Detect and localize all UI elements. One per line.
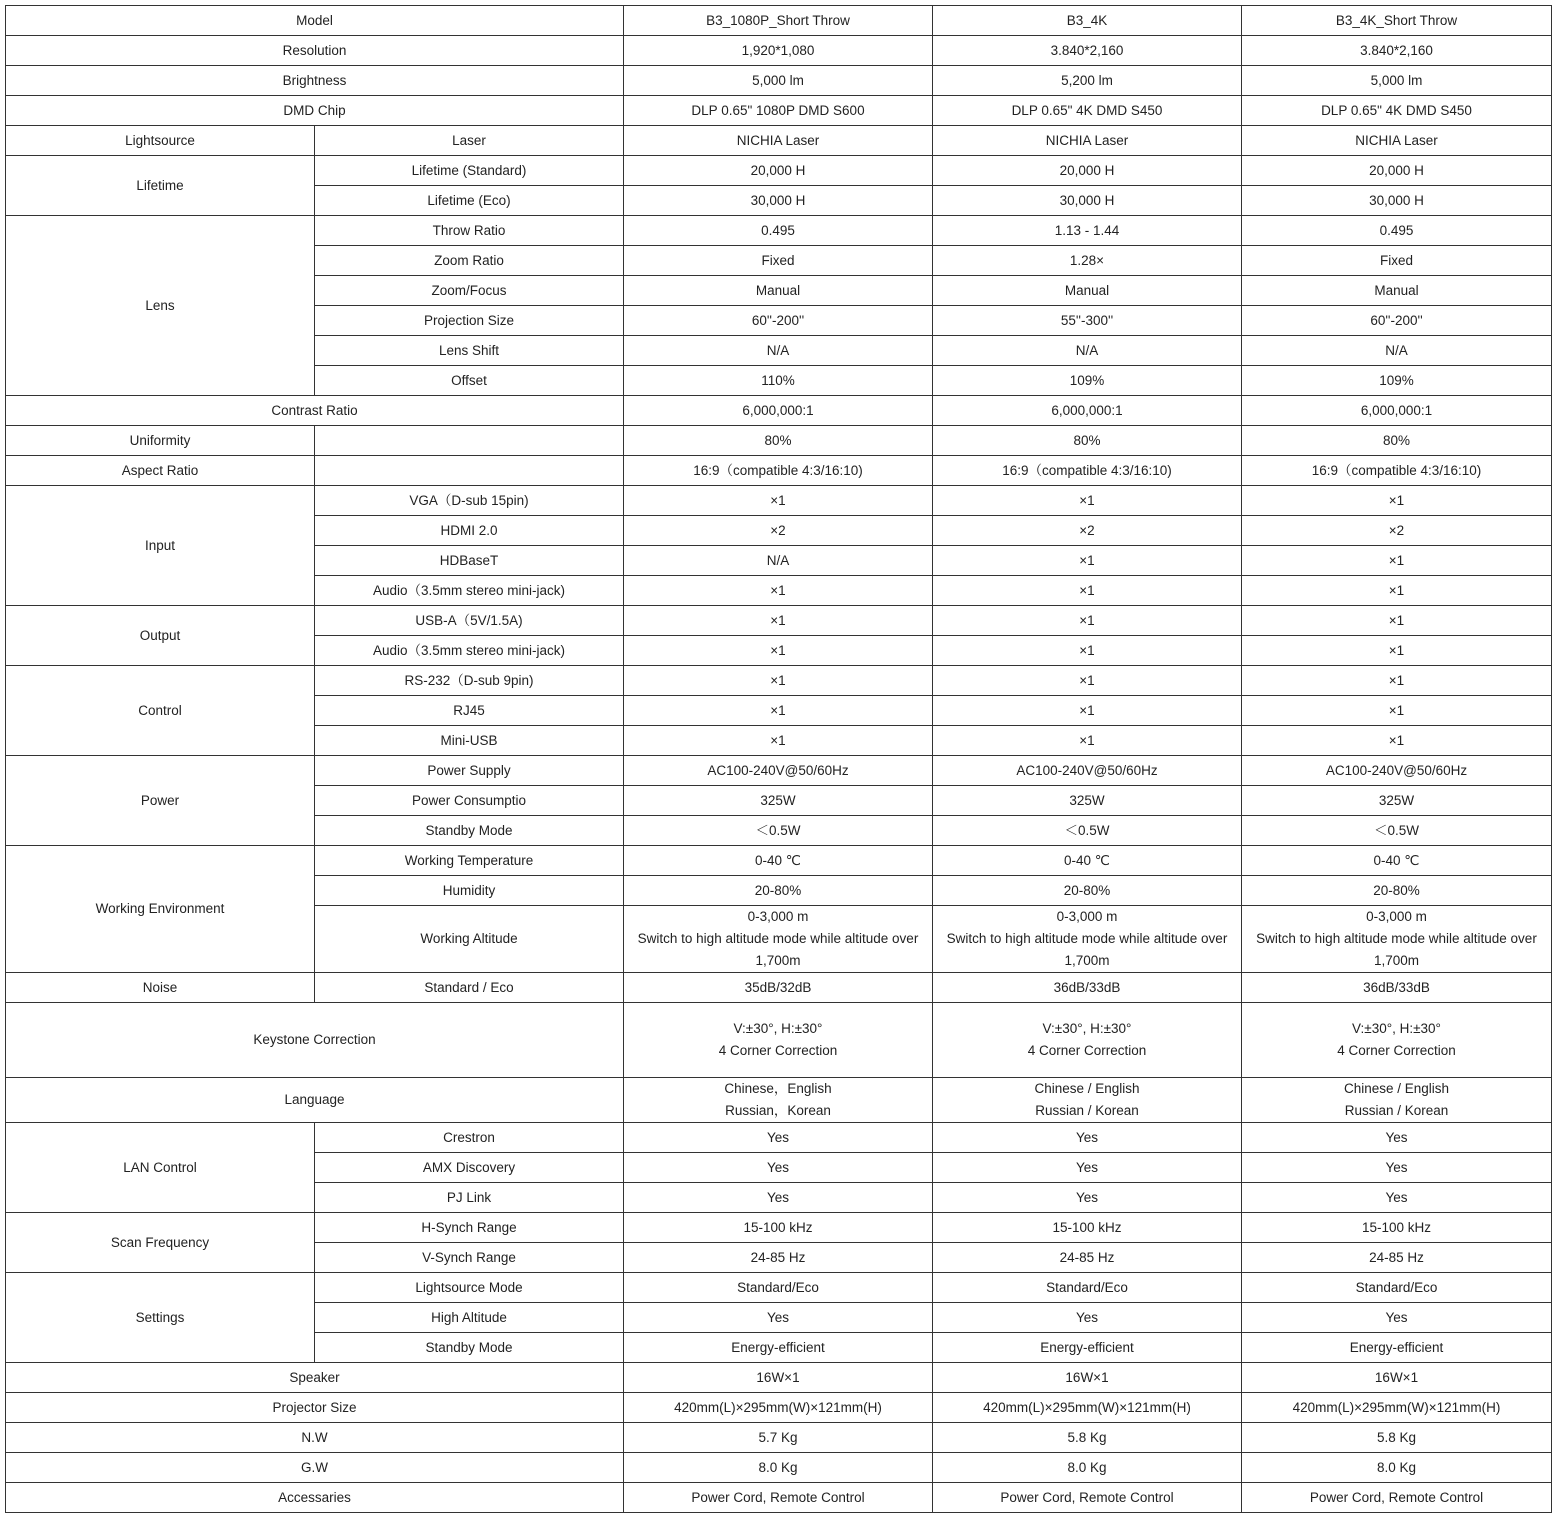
cell-value: Yes — [933, 1153, 1242, 1183]
cell-value: 8.0 Kg — [624, 1453, 933, 1483]
row-group-label: Accessaries — [6, 1483, 624, 1513]
cell-value: Energy-efficient — [933, 1333, 1242, 1363]
cell-value: DLP 0.65" 4K DMD S450 — [1242, 96, 1552, 126]
row-group-label: Settings — [6, 1273, 315, 1363]
cell-value: 60''-200'' — [1242, 306, 1552, 336]
row-sub-label: VGA（D-sub 15pin) — [315, 486, 624, 516]
cell-value: ×1 — [933, 636, 1242, 666]
spec-table — [5, 5, 1552, 1513]
cell-value: 20,000 H — [933, 156, 1242, 186]
table-row — [6, 96, 1552, 126]
cell-value: AC100-240V@50/60Hz — [933, 756, 1242, 786]
row-sub-label — [315, 456, 624, 486]
cell-value: ×1 — [624, 606, 933, 636]
cell-value — [933, 1078, 1242, 1123]
row-group-label: Lens — [6, 216, 315, 396]
cell-line: 4 Corner Correction — [1027, 1043, 1147, 1058]
cell-value: 30,000 H — [933, 186, 1242, 216]
cell-value: 16W×1 — [1242, 1363, 1552, 1393]
cell-value: Energy-efficient — [1242, 1333, 1552, 1363]
cell-line: V:±30°, H:±30° — [1042, 1021, 1132, 1036]
cell-value: Manual — [1242, 276, 1552, 306]
cell-line: Switch to high altitude mode while altitude over — [637, 931, 919, 946]
cell-value: Yes — [1242, 1153, 1552, 1183]
cell-value: Fixed — [624, 246, 933, 276]
cell-value — [1242, 906, 1552, 973]
cell-value: 15-100 kHz — [933, 1213, 1242, 1243]
cell-line: 1,700m — [1373, 953, 1420, 968]
row-group-label: Brightness — [6, 66, 624, 96]
table-row — [6, 1213, 1552, 1243]
row-group-label: Projector Size — [6, 1393, 624, 1423]
table-row — [6, 156, 1552, 186]
cell-line: 1,700m — [1064, 953, 1110, 968]
row-sub-label: Humidity — [315, 876, 624, 906]
cell-line: V:±30°, H:±30° — [1352, 1021, 1441, 1036]
cell-value: ×1 — [624, 666, 933, 696]
cell-line: Russian / Korean — [1035, 1103, 1139, 1118]
row-sub-label: Zoom/Focus — [315, 276, 624, 306]
cell-value: DLP 0.65" 1080P DMD S600 — [624, 96, 933, 126]
cell-value: 16W×1 — [624, 1363, 933, 1393]
cell-value: 8.0 Kg — [1242, 1453, 1552, 1483]
row-group-label: Speaker — [6, 1363, 624, 1393]
row-sub-label: H-Synch Range — [315, 1213, 624, 1243]
cell-value: Manual — [933, 276, 1242, 306]
cell-value: DLP 0.65" 4K DMD S450 — [933, 96, 1242, 126]
table-row — [6, 1273, 1552, 1303]
model-name: B3_4K_Short Throw — [1242, 6, 1552, 36]
row-sub-label: Standby Mode — [315, 816, 624, 846]
row-group-label: Power — [6, 756, 315, 846]
cell-value: N/A — [933, 336, 1242, 366]
row-sub-label: Power Supply — [315, 756, 624, 786]
row-group-label: Language — [6, 1078, 624, 1123]
table-row — [6, 1393, 1552, 1423]
cell-value: 420mm(L)×295mm(W)×121mm(H) — [1242, 1393, 1552, 1423]
cell-value — [1242, 1003, 1552, 1078]
row-group-label: N.W — [6, 1423, 624, 1453]
cell-value: ＜0.5W — [933, 816, 1242, 846]
row-group-label: Control — [6, 666, 315, 756]
cell-value: 60''-200'' — [624, 306, 933, 336]
cell-value: 80% — [1242, 426, 1552, 456]
cell-value: ×1 — [933, 486, 1242, 516]
cell-value: Yes — [624, 1183, 933, 1213]
cell-value: 420mm(L)×295mm(W)×121mm(H) — [624, 1393, 933, 1423]
cell-value: 24-85 Hz — [624, 1243, 933, 1273]
cell-line: Switch to high altitude mode while altitude over — [1256, 931, 1537, 946]
cell-value: 30,000 H — [624, 186, 933, 216]
table-row — [6, 1423, 1552, 1453]
cell-value: Yes — [933, 1303, 1242, 1333]
cell-value — [933, 906, 1242, 973]
cell-value: Power Cord, Remote Control — [933, 1483, 1242, 1513]
row-group-label: Input — [6, 486, 315, 606]
cell-value: 420mm(L)×295mm(W)×121mm(H) — [933, 1393, 1242, 1423]
cell-value: 16:9（compatible 4:3/16:10) — [624, 456, 933, 486]
cell-line: 4 Corner Correction — [1337, 1043, 1456, 1058]
row-group-label: Keystone Correction — [6, 1003, 624, 1078]
cell-value: ×1 — [1242, 606, 1552, 636]
cell-value: ×1 — [1242, 546, 1552, 576]
cell-value: 0.495 — [624, 216, 933, 246]
cell-value: ×2 — [933, 516, 1242, 546]
cell-value: 5.8 Kg — [933, 1423, 1242, 1453]
table-row — [6, 756, 1552, 786]
row-sub-label: Standard / Eco — [315, 973, 624, 1003]
cell-value: NICHIA Laser — [1242, 126, 1552, 156]
cell-value: Power Cord, Remote Control — [1242, 1483, 1552, 1513]
table-row — [6, 36, 1552, 66]
cell-value: ＜0.5W — [1242, 816, 1552, 846]
model-label: Model — [6, 6, 624, 36]
row-sub-label: AMX Discovery — [315, 1153, 624, 1183]
cell-value: 15-100 kHz — [1242, 1213, 1552, 1243]
cell-line: Chinese / English — [1034, 1081, 1140, 1096]
table-row — [6, 486, 1552, 516]
cell-value: ×1 — [1242, 726, 1552, 756]
row-sub-label: HDMI 2.0 — [315, 516, 624, 546]
cell-value: ×1 — [933, 606, 1242, 636]
cell-value: 55''-300'' — [933, 306, 1242, 336]
row-sub-label: Audio（3.5mm stereo mini-jack) — [315, 576, 624, 606]
cell-value: 24-85 Hz — [1242, 1243, 1552, 1273]
row-group-label: Noise — [6, 973, 315, 1003]
cell-value: 5,200 lm — [933, 66, 1242, 96]
row-sub-label: High Altitude — [315, 1303, 624, 1333]
table-row — [6, 666, 1552, 696]
row-sub-label: Mini-USB — [315, 726, 624, 756]
cell-value: ×1 — [933, 726, 1242, 756]
cell-value: ×1 — [624, 726, 933, 756]
cell-value: 20-80% — [624, 876, 933, 906]
row-sub-label: Lifetime (Standard) — [315, 156, 624, 186]
cell-value: ×1 — [933, 576, 1242, 606]
cell-value — [933, 1003, 1242, 1078]
row-sub-label: Lens Shift — [315, 336, 624, 366]
cell-value: ×1 — [1242, 696, 1552, 726]
cell-value: Power Cord, Remote Control — [624, 1483, 933, 1513]
cell-value: 5,000 lm — [624, 66, 933, 96]
row-sub-label: Lightsource Mode — [315, 1273, 624, 1303]
cell-value: 1.28× — [933, 246, 1242, 276]
table-row — [6, 426, 1552, 456]
cell-value: 110% — [624, 366, 933, 396]
model-name: B3_4K — [933, 6, 1242, 36]
cell-value: NICHIA Laser — [624, 126, 933, 156]
cell-value: AC100-240V@50/60Hz — [1242, 756, 1552, 786]
cell-value: Yes — [1242, 1303, 1552, 1333]
row-group-label: Output — [6, 606, 315, 666]
cell-value: 0-40 ℃ — [624, 846, 933, 876]
cell-value: 36dB/33dB — [933, 973, 1242, 1003]
cell-line: Chinese / English — [1343, 1081, 1450, 1096]
cell-value: 0-40 ℃ — [1242, 846, 1552, 876]
row-sub-label: Laser — [315, 126, 624, 156]
cell-value — [624, 1003, 933, 1078]
cell-value: Yes — [624, 1303, 933, 1333]
cell-value: 325W — [933, 786, 1242, 816]
row-sub-label: Zoom Ratio — [315, 246, 624, 276]
row-group-label: DMD Chip — [6, 96, 624, 126]
row-group-label: Lifetime — [6, 156, 315, 216]
cell-value: 80% — [933, 426, 1242, 456]
table-row — [6, 396, 1552, 426]
row-sub-label: HDBaseT — [315, 546, 624, 576]
row-group-label: LAN Control — [6, 1123, 315, 1213]
cell-value: AC100-240V@50/60Hz — [624, 756, 933, 786]
row-sub-label: Standby Mode — [315, 1333, 624, 1363]
cell-line: 1,700m — [755, 953, 801, 968]
cell-value — [1242, 1078, 1552, 1123]
model-name: B3_1080P_Short Throw — [624, 6, 933, 36]
cell-value: Standard/Eco — [624, 1273, 933, 1303]
table-row — [6, 1123, 1552, 1153]
cell-value: ×1 — [624, 576, 933, 606]
cell-value: 6,000,000:1 — [1242, 396, 1552, 426]
cell-value: Manual — [624, 276, 933, 306]
table-row — [6, 1453, 1552, 1483]
row-sub-label: PJ Link — [315, 1183, 624, 1213]
cell-line: Russian，Korean — [725, 1103, 831, 1118]
row-sub-label: Throw Ratio — [315, 216, 624, 246]
cell-value: NICHIA Laser — [933, 126, 1242, 156]
table-row — [6, 1483, 1552, 1513]
row-group-label: Uniformity — [6, 426, 315, 456]
row-group-label: Scan Frequency — [6, 1213, 315, 1273]
cell-value: 16:9（compatible 4:3/16:10) — [933, 456, 1242, 486]
cell-line: Switch to high altitude mode while altitude over — [946, 931, 1228, 946]
cell-value: 5,000 lm — [1242, 66, 1552, 96]
cell-value: 1.13 - 1.44 — [933, 216, 1242, 246]
cell-value: ×1 — [1242, 636, 1552, 666]
cell-line: 0-3,000 m — [747, 909, 809, 924]
cell-value: Yes — [624, 1153, 933, 1183]
cell-line: 0-3,000 m — [1366, 909, 1427, 924]
cell-value — [624, 906, 933, 973]
row-group-label: Lightsource — [6, 126, 315, 156]
row-sub-label: USB-A（5V/1.5A) — [315, 606, 624, 636]
cell-value: N/A — [624, 336, 933, 366]
cell-value: Energy-efficient — [624, 1333, 933, 1363]
table-row — [6, 216, 1552, 246]
cell-value: Fixed — [1242, 246, 1552, 276]
cell-value: 8.0 Kg — [933, 1453, 1242, 1483]
cell-value: 20-80% — [933, 876, 1242, 906]
cell-value: 24-85 Hz — [933, 1243, 1242, 1273]
cell-value: ×1 — [624, 636, 933, 666]
cell-value: 109% — [1242, 366, 1552, 396]
row-sub-label: Lifetime (Eco) — [315, 186, 624, 216]
row-sub-label: Working Altitude — [315, 906, 624, 973]
cell-value: 6,000,000:1 — [933, 396, 1242, 426]
row-sub-label: Working Temperature — [315, 846, 624, 876]
table-row — [6, 126, 1552, 156]
row-sub-label: Power Consumptio — [315, 786, 624, 816]
cell-value: ×2 — [1242, 516, 1552, 546]
cell-value: 325W — [1242, 786, 1552, 816]
cell-value: N/A — [1242, 336, 1552, 366]
row-sub-label: Projection Size — [315, 306, 624, 336]
cell-line: 4 Corner Correction — [718, 1043, 838, 1058]
row-sub-label: Crestron — [315, 1123, 624, 1153]
cell-value: Yes — [933, 1123, 1242, 1153]
row-sub-label — [315, 426, 624, 456]
cell-value: Yes — [1242, 1123, 1552, 1153]
cell-value: 0.495 — [1242, 216, 1552, 246]
row-sub-label: Audio（3.5mm stereo mini-jack) — [315, 636, 624, 666]
cell-value: 20,000 H — [624, 156, 933, 186]
cell-value: 30,000 H — [1242, 186, 1552, 216]
cell-value: ×2 — [624, 516, 933, 546]
table-row — [6, 606, 1552, 636]
cell-value: 1,920*1,080 — [624, 36, 933, 66]
cell-value: 5.7 Kg — [624, 1423, 933, 1453]
cell-value: ×1 — [1242, 666, 1552, 696]
cell-value: ×1 — [1242, 486, 1552, 516]
cell-value: 35dB/32dB — [624, 973, 933, 1003]
cell-value: 6,000,000:1 — [624, 396, 933, 426]
cell-value: 16W×1 — [933, 1363, 1242, 1393]
row-group-label: G.W — [6, 1453, 624, 1483]
cell-value: ×1 — [1242, 576, 1552, 606]
cell-value: 325W — [624, 786, 933, 816]
cell-value — [624, 1078, 933, 1123]
cell-value: N/A — [624, 546, 933, 576]
cell-value: 16:9（compatible 4:3/16:10) — [1242, 456, 1552, 486]
cell-value: ×1 — [624, 486, 933, 516]
cell-value: 15-100 kHz — [624, 1213, 933, 1243]
cell-value: ×1 — [933, 696, 1242, 726]
cell-line: Russian / Korean — [1344, 1103, 1449, 1118]
cell-value: 36dB/33dB — [1242, 973, 1552, 1003]
cell-value: 3.840*2,160 — [933, 36, 1242, 66]
cell-value: Yes — [933, 1183, 1242, 1213]
row-group-label: Working Environment — [6, 846, 315, 973]
cell-line: Chinese，English — [724, 1081, 832, 1096]
cell-line: V:±30°, H:±30° — [733, 1021, 823, 1036]
row-group-label: Aspect Ratio — [6, 456, 315, 486]
cell-value: Yes — [1242, 1183, 1552, 1213]
cell-value: ×1 — [933, 666, 1242, 696]
header-row — [6, 6, 1552, 36]
cell-value: 20-80% — [1242, 876, 1552, 906]
cell-value: 5.8 Kg — [1242, 1423, 1552, 1453]
row-group-label: Contrast Ratio — [6, 396, 624, 426]
cell-value: 20,000 H — [1242, 156, 1552, 186]
cell-value: ＜0.5W — [624, 816, 933, 846]
cell-value: ×1 — [933, 546, 1242, 576]
table-row — [6, 846, 1552, 876]
table-row — [6, 1003, 1552, 1078]
table-row — [6, 66, 1552, 96]
table-row — [6, 1078, 1552, 1123]
cell-value: 109% — [933, 366, 1242, 396]
row-sub-label: RJ45 — [315, 696, 624, 726]
cell-value: 0-40 ℃ — [933, 846, 1242, 876]
table-row — [6, 1363, 1552, 1393]
cell-value: ×1 — [624, 696, 933, 726]
row-sub-label: Offset — [315, 366, 624, 396]
table-row — [6, 456, 1552, 486]
table-row — [6, 973, 1552, 1003]
row-sub-label: V-Synch Range — [315, 1243, 624, 1273]
cell-value: Yes — [624, 1123, 933, 1153]
cell-value: 3.840*2,160 — [1242, 36, 1552, 66]
cell-value: Standard/Eco — [1242, 1273, 1552, 1303]
cell-value: 80% — [624, 426, 933, 456]
cell-value: Standard/Eco — [933, 1273, 1242, 1303]
row-group-label: Resolution — [6, 36, 624, 66]
cell-line: 0-3,000 m — [1056, 909, 1118, 924]
row-sub-label: RS-232（D-sub 9pin) — [315, 666, 624, 696]
